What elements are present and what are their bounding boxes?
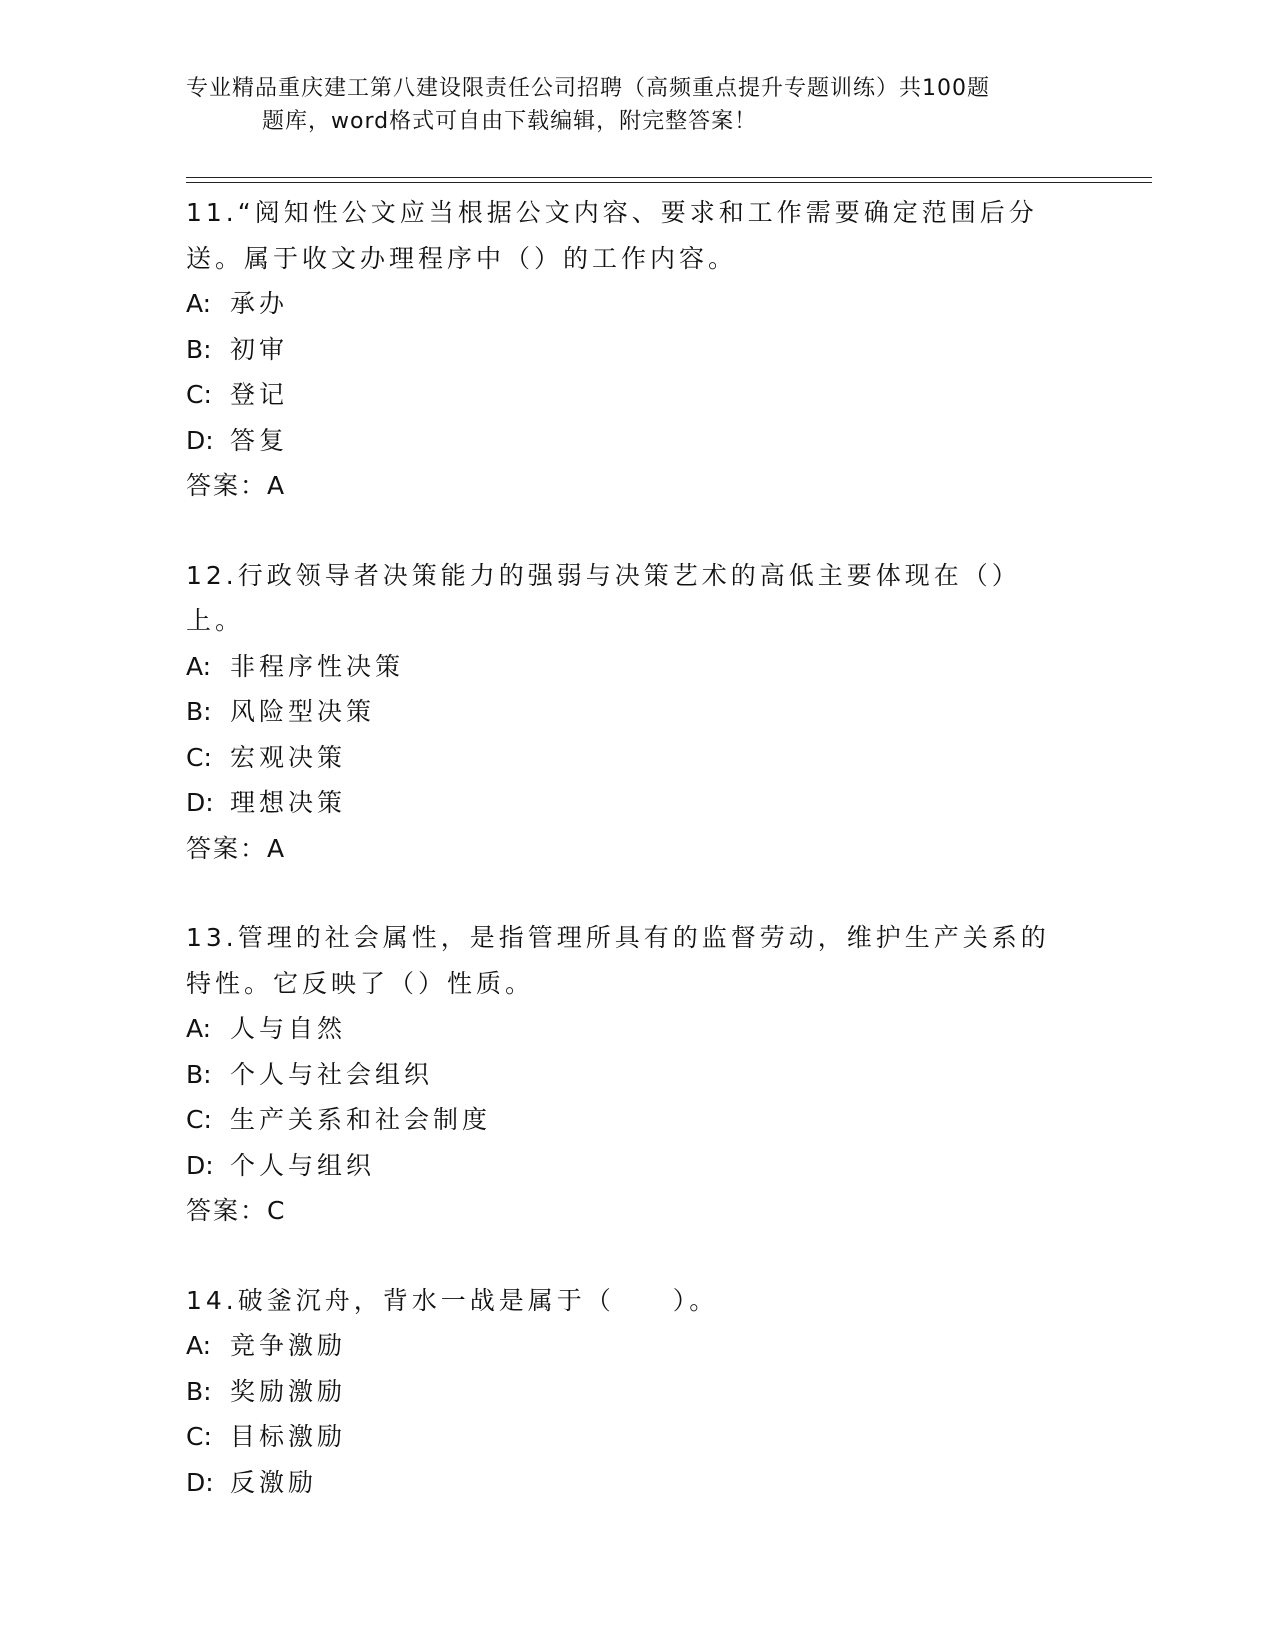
document-header xyxy=(186,72,1066,138)
question-spacer xyxy=(186,1234,1086,1278)
answer-line: 答案：C xyxy=(186,1196,287,1225)
option-label: B: xyxy=(186,1376,212,1406)
question-spacer xyxy=(186,509,1086,553)
option-label: A: xyxy=(186,651,212,681)
option-d xyxy=(186,780,1086,826)
option-a xyxy=(186,1323,1086,1369)
option-text: 宏观决策 xyxy=(230,742,347,772)
option-label: D: xyxy=(186,425,214,455)
option-c xyxy=(186,735,1086,781)
answer-line: 答案：A xyxy=(186,471,287,500)
option-text: 生产关系和社会制度 xyxy=(230,1105,492,1134)
option-b xyxy=(186,327,1086,373)
question-13 xyxy=(186,915,1086,1234)
option-text: 个人与社会组织 xyxy=(230,1059,434,1089)
option-c xyxy=(186,372,1086,418)
header-title-line2: 题库，word格式可自由下载编辑，附完整答案！ xyxy=(262,109,758,134)
option-c xyxy=(186,1097,1086,1143)
question-stem: 12.行政领导者决策能力的强弱与决策艺术的高低主要体现在（）上。 xyxy=(186,560,1021,635)
option-label: C: xyxy=(186,742,212,772)
option-label: A: xyxy=(186,1331,212,1360)
option-label: B: xyxy=(186,1059,212,1089)
question-stem: 13.管理的社会属性，是指管理所具有的监督劳动，维护生产关系的特性。它反映了（）性质。 xyxy=(186,923,1050,998)
option-label: C: xyxy=(186,1422,212,1451)
option-label: A: xyxy=(186,1014,212,1043)
header-divider-top xyxy=(186,177,1152,178)
question-stem: 14.破釜沉舟，背水一战是属于（ ）。 xyxy=(186,1285,719,1315)
option-label: C: xyxy=(186,380,212,409)
option-text: 竞争激励 xyxy=(230,1331,347,1360)
option-text: 登记 xyxy=(230,380,289,409)
header-title-line1: 专业精品重庆建工第八建设限责任公司招聘（高频重点提升专题训练）共100题 xyxy=(186,76,990,101)
option-text: 个人与组织 xyxy=(230,1150,376,1180)
option-b xyxy=(186,1369,1086,1415)
option-a xyxy=(186,1006,1086,1052)
option-label: B: xyxy=(186,334,212,364)
question-spacer xyxy=(186,871,1086,915)
option-b xyxy=(186,689,1086,735)
question-stem: 11.“阅知性公文应当根据公文内容、要求和工作需要确定范围后分送。属于收文办理程序中（）的工作内容。 xyxy=(186,198,1038,273)
question-12 xyxy=(186,553,1086,872)
option-label: D: xyxy=(186,1467,214,1497)
option-text: 答复 xyxy=(230,425,289,455)
option-d xyxy=(186,1460,1086,1506)
option-text: 初审 xyxy=(230,334,289,364)
option-text: 奖励激励 xyxy=(230,1376,347,1406)
option-label: B: xyxy=(186,697,212,726)
option-a xyxy=(186,644,1086,690)
option-text: 人与自然 xyxy=(230,1014,347,1043)
header-divider-bottom xyxy=(186,182,1152,183)
question-11 xyxy=(186,190,1086,509)
option-label: A: xyxy=(186,289,212,318)
option-a xyxy=(186,281,1086,327)
option-text: 风险型决策 xyxy=(230,697,376,726)
option-d xyxy=(186,418,1086,464)
option-text: 反激励 xyxy=(230,1467,318,1497)
answer-line: 答案：A xyxy=(186,833,287,863)
option-b xyxy=(186,1052,1086,1098)
option-d xyxy=(186,1143,1086,1189)
option-text: 承办 xyxy=(230,289,289,318)
option-text: 非程序性决策 xyxy=(230,651,405,681)
question-14 xyxy=(186,1278,1086,1506)
option-label: D: xyxy=(186,788,214,817)
option-text: 理想决策 xyxy=(230,788,347,817)
option-label: D: xyxy=(186,1150,214,1180)
option-c xyxy=(186,1414,1086,1460)
option-label: C: xyxy=(186,1105,212,1134)
question-list xyxy=(186,190,1086,1505)
option-text: 目标激励 xyxy=(230,1422,347,1451)
